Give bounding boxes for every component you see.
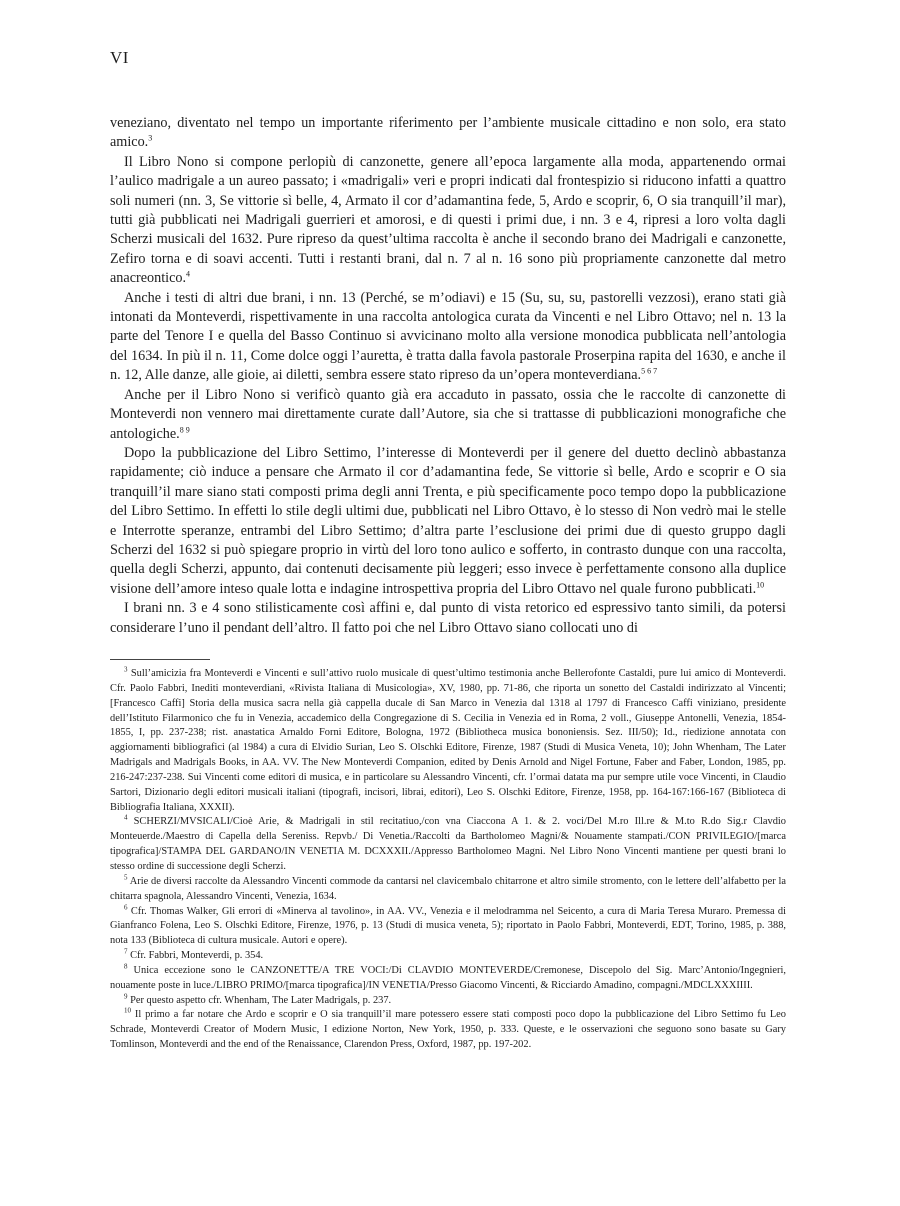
paragraph: Il Libro Nono si compone perlopiù di canzonette, genere all’epoca largamente alla moda, appartenendo ormai l’aulico madrigale a un aureo passato; i «madrigali» veri e propri indicati dal frontespizio si riducono infatti a quattro soli numeri (nn. 3, Se vittorie sì belle, 4, Armato il cor d’adamantina fede, 5, Ardo e scoprir, 6, O sia tranquill’il mar), tutti già pubblicati nei Madrigali guerrieri et amorosi, e di questi i primi due, i nn. 3 e 4, ripresi a loro volta dagli Scherzi musicali del 1632. Pure ripreso da quest’ultima raccolta è anche il secondo brano dei Madrigali e canzonette, Zefiro torna e di soavi accenti. Tutti i restanti brani, dal n. 7 al n. 16 sono più propriamente canzonette dal metro anacreontico.$^4$ xyxy=(110,153,786,287)
footnote: $^8$ Unica eccezione sono le CANZONETTE/A TRE VOCI:/Di CLAVDIO MONTEVERDE/Cremonese, Discepolo del Sig. Marc’Antonio/Ingegnieri, nouamente poste in luce./LIBRO PRIMO/[marca tipografica]/IN VENETIA/Presso Giacomo Vincenti, & Ricciardo Amadino, compagni./MDCLXXXIIII. xyxy=(110,962,786,991)
paragraph: I brani nn. 3 e 4 sono stilisticamente così affini e, dal punto di vista retorico ed espressivo tanto simili, da potersi considerare l’uno il pendant dell’altro. Il fatto poi che nel Libro Ottavo siano collocati uno di xyxy=(110,600,786,636)
paragraph: Anche i testi di altri due brani, i nn. 13 (Perché, se m’odiavi) e 15 (Su, su, su, pastorelli vezzosi), erano stati già intonati da Monteverdi, rispettivamente in una raccolta antologica curata da Vincenti e nel Libro Ottavo; nel n. 13 la parte del Tenore I e quella del Basso Continuo si avvicinano molto alla versione monodica pubblicata nell’antologia del 1634. In più il n. 11, Come dolce oggi l’auretta, è tratta dalla favola pastorale Proserpina rapita del 1630, e anche il n. 12, Alle danze, alle gioie, ai diletti, sembra essere stato ripreso da un’opera monteverdiana.$^{5 6 7}$ xyxy=(110,289,786,384)
paragraph: Anche per il Libro Nono si verificò quanto già era accaduto in passato, ossia che le raccolte di canzonette di Monteverdi non vennero mai direttamente curate dall’Autore, sia che si trattasse di pubblicazioni monografiche che antologiche.$^{8 9}$ xyxy=(110,386,786,442)
footnote: $^4$ SCHERZI/MVSICALI/Cioè Arie, & Madrigali in stil recitatiuo,/con vna Ciaccona A 1. & 2. voci/Del M.ro Ill.re & M.to R.do Sig.r Clavdio Monteuerde./Maestro di Capella della Sereniss. Repvb./ Di Venetia./Raccolti da Bartholomeo Magni/& Nouamente stampati./CON PRIVILEGIO/[marca tipografica]/STAMPA DEL GARDANO/IN VENETIA M. DCXXXII./Appresso Bartholomeo Magni. Nel Libro Nono Vincenti mantiene per questi brani lo stesso ordine di successione degli Scherzi. xyxy=(110,813,786,872)
footnote: $^7$ Cfr. Fabbri, Monteverdi, p. 354. xyxy=(124,947,264,962)
footnote: $^5$ Arie de diversi raccolte da Alessandro Vincenti commode da cantarsi nel clavicembalo chitarrone et altro simile stromento, con le lettere dell’alfabetto per la chitarra spagnola, Alessandro Vincenti, Venezia, 1634. xyxy=(110,873,787,902)
footnote: $^3$ Sull’amicizia fra Monteverdi e Vincenti e sull’attivo ruolo musicale di quest’ultimo testimonia anche Bellerofonte Castaldi, pure lui amico di Monteverdi. Cfr. Paolo Fabbri, Inediti monteverdiani, «Rivista Italiana di Musicologia», XV, 1980, pp. 71-86, che riporta un sonetto del Castaldi indirizzato al Vincenti; [Francesco Caffi] Storia della musica sacra nella già cappella ducale di San Marco in Venezia dal 1318 al 1797 di Francesco Caffi viniziano, presidente dell’Istituto Filarmonico che fu in Venezia, accademico della Congregazione di S. Cecilia in Venezia ed in Roma, 2 voll., Giuseppe Antonelli, Venezia, 1854-1855, I, pp. 237-238; rist. anastatica Arnaldo Forni Editore, Bologna, 1972 (Bibliotheca musica bononiensis. Sez. III/50); Id., riedizione annotata con aggiornamenti bibliografici (al 1984) a cura di Elvidio Surian, Leo S. Olschki Editore, Firenze, 1987 (Studi di Musica Veneta, 10); John Whenham, The Later Madrigals and Madrigals Books, in AA. VV. The New Monteverdi Companion, edited by Denis Arnold and Nigel Fortune, Faber and Faber, London, 1985, pp. 216-247:237-238. Sui Vincenti come editori di musica, e in particolare su Alessandro Vincenti, cfr. l’ormai datata ma pur sempre utile voce Vincenti, in Claudio Sartori, Dizionario degli editori musicali italiani (tipografi, incisori, librai, editori), Leo S. Olschki Editore, Firenze, 1958, pp. 164-167:166-167 (Biblioteca di Bibliografia Italiana, XXXII). xyxy=(110,665,786,813)
footnotes xyxy=(110,667,786,1053)
main-text xyxy=(110,114,786,638)
footnote: $^9$ Per questo aspetto cfr. Whenham, The Later Madrigals, p. 237. xyxy=(124,992,392,1006)
footnote: $^6$ Cfr. Thomas Walker, Gli errori di «Minerva al tavolino», in AA. VV., Venezia e il melodramma nel Seicento, a cura di Maria Teresa Muraro. Premessa di Gianfranco Folena, Leo S. Olschki Editore, Firenze, 1976, p. 13 (Studi di musica veneta, 5); riportato in Paolo Fabbri, Monteverdi, EDT, Torino, 1985, p. 388, nota 133 (Biblioteca di cultura musicale. Autori e opere). xyxy=(110,903,786,947)
paragraph: Dopo la pubblicazione del Libro Settimo, l’interesse di Monteverdi per il genere del duetto declinò abbastanza rapidamente; ciò induce a pensare che Armato il cor d’adamantina fede, Se vittorie sì belle, Ardo e scoprir e O sia tranquill’il mare siano stati composti prima degli anni Trenta, e più specificamente poco tempo dopo la pubblicazione del Libro Settimo. In effetti lo stile degli ultimi due, pubblicati nel Libro Ottavo, è lo stesso di Non vedrò mai le stelle e Interrotte speranze, entrambi del Libro Settimo; d’altra parte l’esclusione dei primi due di questo gruppo dagli Scherzi del 1632 si può spiegare proprio in virtù del loro tono aulico e sofferto, in contrasto dunque con una raccolta, quella degli Scherzi, appunto, dai contenuti decisamente più leggeri; esso invece è perfettamente consono alla duplice visione dell’amore inteso quale lotta e indagine introspettiva propria del Libro Ottavo nel quale furono pubblicati.$^{10}$ xyxy=(110,444,786,597)
footnote-divider xyxy=(110,659,210,660)
footnote: $^{10}$ Il primo a far notare che Ardo e scoprir e O sia tranquill’il mare potessero essere stati composti poco dopo la pubblicazione del Libro Settimo fu Leo Schrade, Monteverdi Creator of Modern Music, I edizione Norton, New York, 1950, p. 333. Queste, e le osservazioni che seguono sono basate su Gary Tomlinson, Monteverdi and the end of the Renaissance, Clarendon Press, Oxford, 1987, pp. 197-202. xyxy=(110,1006,786,1051)
paragraph: veneziano, diventato nel tempo un importante riferimento per l’ambiente musicale cittadino e non solo, era stato amico.$^3$ xyxy=(110,115,786,151)
page-number: VI xyxy=(110,48,129,67)
